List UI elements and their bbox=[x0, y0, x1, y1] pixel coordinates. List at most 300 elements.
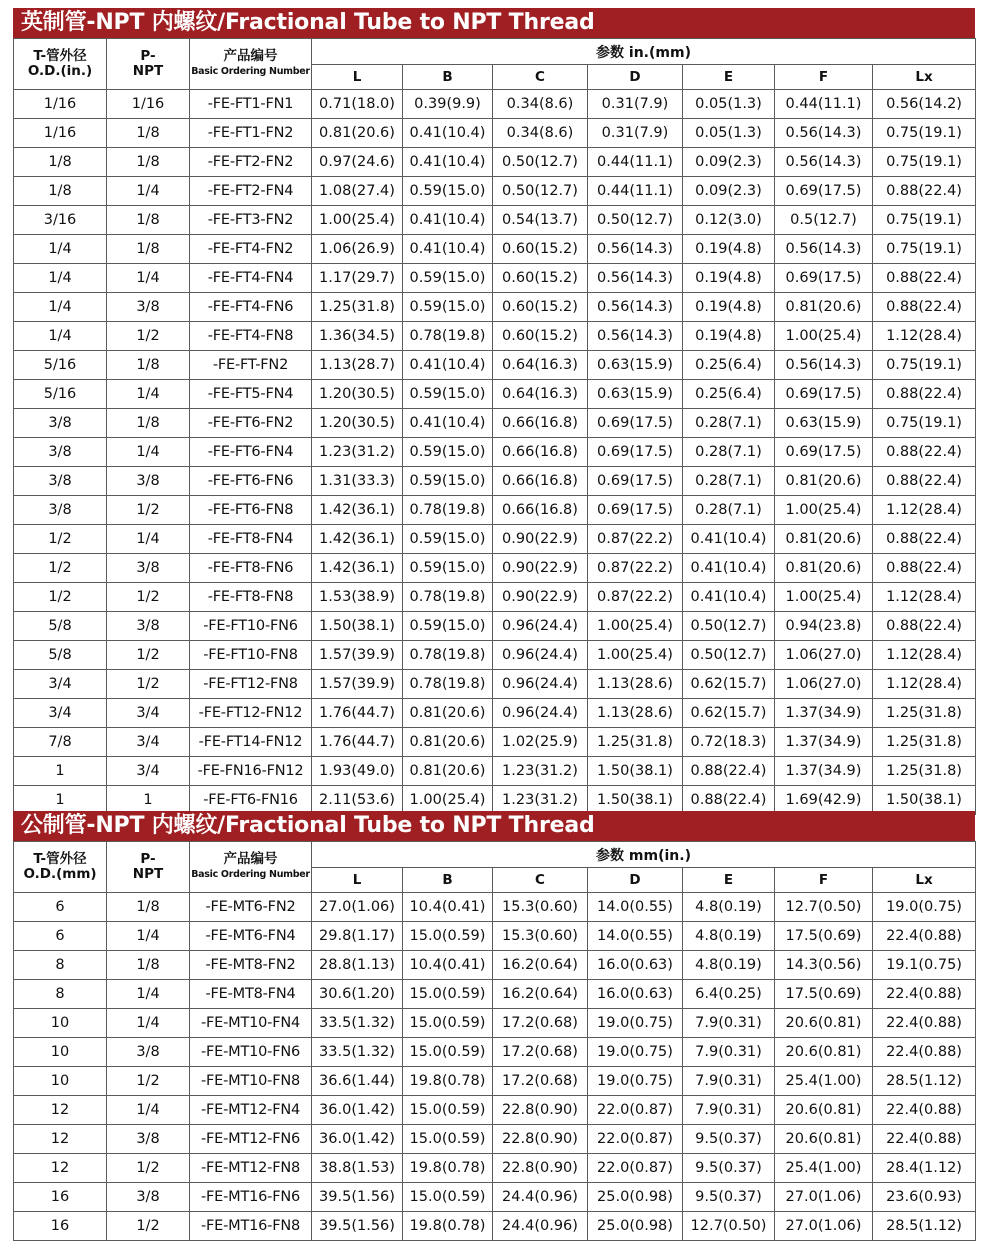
part-number-cell: -FE-FT6-FN2 bbox=[190, 409, 312, 438]
column-header-c: C bbox=[493, 65, 588, 90]
table-cell: 19.1(0.75) bbox=[873, 951, 976, 980]
table-cell: 19.0(0.75) bbox=[588, 1009, 683, 1038]
part-number-cell: -FE-MT8-FN4 bbox=[190, 980, 312, 1009]
table-cell: 0.05(1.3) bbox=[683, 119, 775, 148]
table-cell: 20.6(0.81) bbox=[775, 1009, 873, 1038]
table-row bbox=[14, 1154, 976, 1183]
table-row bbox=[14, 409, 976, 438]
part-number-cell: -FE-FT1-FN2 bbox=[190, 119, 312, 148]
table-cell: 22.8(0.90) bbox=[493, 1154, 588, 1183]
table-cell: 1.06(27.0) bbox=[775, 641, 873, 670]
table-cell: 1.02(25.9) bbox=[493, 728, 588, 757]
part-number-cell: -FE-FT2-FN4 bbox=[190, 177, 312, 206]
table-cell: 6 bbox=[14, 922, 107, 951]
table-cell: 1.50(38.1) bbox=[873, 786, 976, 815]
table-cell: 0.50(12.7) bbox=[493, 177, 588, 206]
table-cell: 39.5(1.56) bbox=[312, 1183, 403, 1212]
table-row bbox=[14, 951, 976, 980]
table-cell: 1/2 bbox=[107, 583, 190, 612]
table-cell: 12 bbox=[14, 1096, 107, 1125]
table-cell: 22.4(0.88) bbox=[873, 1038, 976, 1067]
table-cell: 5/16 bbox=[14, 380, 107, 409]
table-cell: 5/8 bbox=[14, 612, 107, 641]
table-cell: 16.2(0.64) bbox=[493, 951, 588, 980]
table-cell: 0.81(20.6) bbox=[403, 757, 493, 786]
table-cell: 0.41(10.4) bbox=[683, 554, 775, 583]
table-row bbox=[14, 1183, 976, 1212]
part-number-cell: -FE-FT8-FN4 bbox=[190, 525, 312, 554]
table-cell: 1/2 bbox=[107, 670, 190, 699]
table-cell: 1/2 bbox=[107, 1067, 190, 1096]
table-cell: 0.56(14.3) bbox=[588, 264, 683, 293]
table-cell: 0.64(16.3) bbox=[493, 351, 588, 380]
table-cell: 0.28(7.1) bbox=[683, 409, 775, 438]
table-cell: 1.25(31.8) bbox=[873, 699, 976, 728]
table-cell: 0.81(20.6) bbox=[775, 467, 873, 496]
table-cell: 15.3(0.60) bbox=[493, 922, 588, 951]
table-row bbox=[14, 612, 976, 641]
table-cell: 1/4 bbox=[107, 264, 190, 293]
table-cell: 0.19(4.8) bbox=[683, 264, 775, 293]
table-cell: 0.78(19.8) bbox=[403, 583, 493, 612]
table-cell: 0.66(16.8) bbox=[493, 409, 588, 438]
table-row bbox=[14, 1038, 976, 1067]
table-cell: 27.0(1.06) bbox=[775, 1212, 873, 1241]
table-cell: 3/8 bbox=[14, 467, 107, 496]
table-cell: 0.81(20.6) bbox=[312, 119, 403, 148]
table-cell: 25.4(1.00) bbox=[775, 1154, 873, 1183]
table-cell: 3/4 bbox=[107, 757, 190, 786]
table-cell: 0.81(20.6) bbox=[403, 699, 493, 728]
table-cell: 15.0(0.59) bbox=[403, 980, 493, 1009]
table-row bbox=[14, 380, 976, 409]
column-header-f: F bbox=[775, 868, 873, 893]
table-cell: 27.0(1.06) bbox=[775, 1183, 873, 1212]
table-cell: 0.60(15.2) bbox=[493, 235, 588, 264]
table-cell: 0.59(15.0) bbox=[403, 525, 493, 554]
table-cell: 0.78(19.8) bbox=[403, 670, 493, 699]
table-cell: 36.6(1.44) bbox=[312, 1067, 403, 1096]
table-row bbox=[14, 728, 976, 757]
table-cell: 0.75(19.1) bbox=[873, 409, 976, 438]
table-cell: 0.41(10.4) bbox=[683, 525, 775, 554]
table-cell: 0.78(19.8) bbox=[403, 496, 493, 525]
table-cell: 1/2 bbox=[107, 496, 190, 525]
table-cell: 0.81(20.6) bbox=[775, 293, 873, 322]
table-cell: 0.90(22.9) bbox=[493, 525, 588, 554]
table-cell: 1.13(28.6) bbox=[588, 670, 683, 699]
table-cell: 0.81(20.6) bbox=[403, 728, 493, 757]
table-cell: 39.5(1.56) bbox=[312, 1212, 403, 1241]
table-cell: 8 bbox=[14, 980, 107, 1009]
table-cell: 0.66(16.8) bbox=[493, 496, 588, 525]
table-cell: 0.39(9.9) bbox=[403, 90, 493, 119]
table-row bbox=[14, 438, 976, 467]
tube-od-header-line2: O.D.(in.) bbox=[27, 63, 93, 79]
table-cell: 3/4 bbox=[107, 699, 190, 728]
tube-od-header bbox=[14, 842, 107, 893]
table-cell: 29.8(1.17) bbox=[312, 922, 403, 951]
table-cell: 1 bbox=[107, 786, 190, 815]
table-cell: 1/4 bbox=[14, 264, 107, 293]
table-cell: 15.0(0.59) bbox=[403, 922, 493, 951]
table-cell: 17.2(0.68) bbox=[493, 1067, 588, 1096]
section-title-bar: 公制管-NPT 内螺纹/Fractional Tube to NPT Thread bbox=[13, 811, 975, 841]
part-number-cell: -FE-MT8-FN2 bbox=[190, 951, 312, 980]
table-cell: 12 bbox=[14, 1154, 107, 1183]
table-cell: 22.4(0.88) bbox=[873, 1009, 976, 1038]
table-cell: 20.6(0.81) bbox=[775, 1125, 873, 1154]
table-row bbox=[14, 1067, 976, 1096]
table-cell: 36.0(1.42) bbox=[312, 1125, 403, 1154]
npt-header bbox=[107, 39, 190, 90]
table-cell: 15.0(0.59) bbox=[403, 1096, 493, 1125]
table-cell: 0.66(16.8) bbox=[493, 438, 588, 467]
table-cell: 15.0(0.59) bbox=[403, 1183, 493, 1212]
table-cell: 0.94(23.8) bbox=[775, 612, 873, 641]
table-cell: 0.25(6.4) bbox=[683, 351, 775, 380]
table-cell: 0.62(15.7) bbox=[683, 699, 775, 728]
table-cell: 0.34(8.6) bbox=[493, 119, 588, 148]
metric-section bbox=[13, 811, 975, 1241]
table-cell: 1/16 bbox=[14, 119, 107, 148]
table-cell: 1.23(31.2) bbox=[493, 786, 588, 815]
table-cell: 0.97(24.6) bbox=[312, 148, 403, 177]
part-number-cell: -FE-MT6-FN4 bbox=[190, 922, 312, 951]
table-cell: 0.96(24.4) bbox=[493, 699, 588, 728]
table-cell: 10 bbox=[14, 1067, 107, 1096]
table-cell: 0.05(1.3) bbox=[683, 90, 775, 119]
table-cell: 0.28(7.1) bbox=[683, 496, 775, 525]
table-cell: 4.8(0.19) bbox=[683, 951, 775, 980]
table-cell: 1.50(38.1) bbox=[588, 757, 683, 786]
table-cell: 15.0(0.59) bbox=[403, 1125, 493, 1154]
table-cell: 0.50(12.7) bbox=[588, 206, 683, 235]
table-cell: 0.59(15.0) bbox=[403, 293, 493, 322]
part-number-header-line2: Basic Ordering Number bbox=[191, 869, 310, 880]
table-cell: 3/4 bbox=[107, 728, 190, 757]
part-number-cell: -FE-FT4-FN8 bbox=[190, 322, 312, 351]
table-row bbox=[14, 119, 976, 148]
fractional-section bbox=[13, 8, 975, 815]
table-cell: 22.8(0.90) bbox=[493, 1125, 588, 1154]
params-group-header: 参数 mm(in.) bbox=[312, 842, 976, 868]
table-cell: 1/2 bbox=[107, 641, 190, 670]
table-cell: 28.5(1.12) bbox=[873, 1212, 976, 1241]
tube-od-header bbox=[14, 39, 107, 90]
table-cell: 0.59(15.0) bbox=[403, 380, 493, 409]
table-cell: 1/8 bbox=[107, 409, 190, 438]
table-cell: 0.96(24.4) bbox=[493, 641, 588, 670]
table-cell: 19.8(0.78) bbox=[403, 1154, 493, 1183]
part-number-cell: -FE-FT5-FN4 bbox=[190, 380, 312, 409]
table-cell: 22.0(0.87) bbox=[588, 1154, 683, 1183]
table-cell: 0.88(22.4) bbox=[683, 786, 775, 815]
npt-header-line1: P- bbox=[140, 851, 156, 867]
table-cell: 20.6(0.81) bbox=[775, 1096, 873, 1125]
table-cell: 33.5(1.32) bbox=[312, 1038, 403, 1067]
table-cell: 1 bbox=[14, 786, 107, 815]
table-cell: 0.50(12.7) bbox=[493, 148, 588, 177]
table-row bbox=[14, 893, 976, 922]
table-cell: 0.87(22.2) bbox=[588, 554, 683, 583]
table-cell: 0.75(19.1) bbox=[873, 206, 976, 235]
table-cell: 38.8(1.53) bbox=[312, 1154, 403, 1183]
table-cell: 0.09(2.3) bbox=[683, 177, 775, 206]
table-cell: 6.4(0.25) bbox=[683, 980, 775, 1009]
table-cell: 23.6(0.93) bbox=[873, 1183, 976, 1212]
table-cell: 19.0(0.75) bbox=[588, 1038, 683, 1067]
tube-od-header-line1: T-管外径 bbox=[33, 851, 87, 867]
column-header-l: L bbox=[312, 868, 403, 893]
column-header-d: D bbox=[588, 868, 683, 893]
table-row bbox=[14, 293, 976, 322]
spec-table bbox=[13, 841, 976, 1241]
table-cell: 1.23(31.2) bbox=[312, 438, 403, 467]
table-cell: 33.5(1.32) bbox=[312, 1009, 403, 1038]
table-cell: 1.69(42.9) bbox=[775, 786, 873, 815]
table-row bbox=[14, 148, 976, 177]
table-cell: 1.31(33.3) bbox=[312, 467, 403, 496]
table-cell: 0.88(22.4) bbox=[683, 757, 775, 786]
table-cell: 14.3(0.56) bbox=[775, 951, 873, 980]
table-cell: 9.5(0.37) bbox=[683, 1125, 775, 1154]
table-row bbox=[14, 496, 976, 525]
table-cell: 1.00(25.4) bbox=[588, 612, 683, 641]
part-number-cell: -FE-FT-FN2 bbox=[190, 351, 312, 380]
column-header-c: C bbox=[493, 868, 588, 893]
column-header-lx: Lx bbox=[873, 65, 976, 90]
part-number-cell: -FE-MT12-FN4 bbox=[190, 1096, 312, 1125]
table-cell: 1/2 bbox=[14, 554, 107, 583]
table-cell: 0.59(15.0) bbox=[403, 177, 493, 206]
table-row bbox=[14, 980, 976, 1009]
table-cell: 1.00(25.4) bbox=[588, 641, 683, 670]
table-cell: 0.81(20.6) bbox=[775, 554, 873, 583]
column-header-b: B bbox=[403, 868, 493, 893]
table-cell: 24.4(0.96) bbox=[493, 1183, 588, 1212]
table-cell: 1/4 bbox=[107, 1096, 190, 1125]
table-cell: 0.19(4.8) bbox=[683, 322, 775, 351]
table-cell: 1/8 bbox=[107, 148, 190, 177]
table-cell: 0.75(19.1) bbox=[873, 235, 976, 264]
table-cell: 16 bbox=[14, 1183, 107, 1212]
part-number-cell: -FE-FT10-FN8 bbox=[190, 641, 312, 670]
table-cell: 19.0(0.75) bbox=[588, 1067, 683, 1096]
part-number-cell: -FE-FT6-FN16 bbox=[190, 786, 312, 815]
table-row bbox=[14, 670, 976, 699]
table-body bbox=[14, 90, 976, 815]
table-cell: 0.41(10.4) bbox=[403, 206, 493, 235]
part-number-cell: -FE-FT10-FN6 bbox=[190, 612, 312, 641]
table-cell: 0.60(15.2) bbox=[493, 293, 588, 322]
part-number-cell: -FE-FN16-FN12 bbox=[190, 757, 312, 786]
table-row bbox=[14, 525, 976, 554]
table-cell: 0.41(10.4) bbox=[683, 583, 775, 612]
table-cell: 1.37(34.9) bbox=[775, 728, 873, 757]
table-cell: 1/8 bbox=[107, 206, 190, 235]
table-cell: 0.88(22.4) bbox=[873, 380, 976, 409]
table-cell: 0.88(22.4) bbox=[873, 612, 976, 641]
table-cell: 1.06(26.9) bbox=[312, 235, 403, 264]
column-header-e: E bbox=[683, 65, 775, 90]
table-cell: 0.69(17.5) bbox=[588, 409, 683, 438]
npt-header bbox=[107, 842, 190, 893]
table-cell: 3/8 bbox=[107, 467, 190, 496]
table-cell: 28.4(1.12) bbox=[873, 1154, 976, 1183]
table-cell: 15.0(0.59) bbox=[403, 1038, 493, 1067]
table-cell: 1/4 bbox=[107, 1009, 190, 1038]
table-cell: 22.4(0.88) bbox=[873, 1096, 976, 1125]
part-number-cell: -FE-FT3-FN2 bbox=[190, 206, 312, 235]
table-cell: 24.4(0.96) bbox=[493, 1212, 588, 1241]
table-cell: 8 bbox=[14, 951, 107, 980]
table-cell: 0.69(17.5) bbox=[588, 467, 683, 496]
table-cell: 1/8 bbox=[107, 951, 190, 980]
table-cell: 0.44(11.1) bbox=[775, 90, 873, 119]
table-cell: 7.9(0.31) bbox=[683, 1038, 775, 1067]
table-cell: 1.42(36.1) bbox=[312, 496, 403, 525]
table-cell: 5/16 bbox=[14, 351, 107, 380]
part-number-header-line1: 产品编号 bbox=[223, 851, 278, 867]
table-cell: 7.9(0.31) bbox=[683, 1009, 775, 1038]
table-cell: 1/2 bbox=[107, 1212, 190, 1241]
table-cell: 0.75(19.1) bbox=[873, 351, 976, 380]
part-number-cell: -FE-FT6-FN4 bbox=[190, 438, 312, 467]
table-cell: 28.8(1.13) bbox=[312, 951, 403, 980]
column-header-lx: Lx bbox=[873, 868, 976, 893]
table-cell: 4.8(0.19) bbox=[683, 922, 775, 951]
table-cell: 0.90(22.9) bbox=[493, 554, 588, 583]
table-cell: 0.64(16.3) bbox=[493, 380, 588, 409]
part-number-cell: -FE-FT8-FN6 bbox=[190, 554, 312, 583]
table-row bbox=[14, 583, 976, 612]
column-header-f: F bbox=[775, 65, 873, 90]
part-number-cell: -FE-MT10-FN6 bbox=[190, 1038, 312, 1067]
table-cell: 1.00(25.4) bbox=[312, 206, 403, 235]
table-cell: 0.50(12.7) bbox=[683, 641, 775, 670]
table-cell: 0.88(22.4) bbox=[873, 467, 976, 496]
part-number-header-line1: 产品编号 bbox=[223, 48, 278, 64]
table-cell: 1/16 bbox=[14, 90, 107, 119]
table-cell: 0.72(18.3) bbox=[683, 728, 775, 757]
table-row bbox=[14, 699, 976, 728]
table-cell: 3/8 bbox=[107, 1038, 190, 1067]
table-cell: 1/4 bbox=[14, 293, 107, 322]
part-number-cell: -FE-FT12-FN8 bbox=[190, 670, 312, 699]
table-row bbox=[14, 264, 976, 293]
table-cell: 0.59(15.0) bbox=[403, 554, 493, 583]
section-title-bar: 英制管-NPT 内螺纹/Fractional Tube to NPT Thread bbox=[13, 8, 975, 38]
table-cell: 0.71(18.0) bbox=[312, 90, 403, 119]
table-cell: 15.3(0.60) bbox=[493, 893, 588, 922]
table-cell: 0.59(15.0) bbox=[403, 438, 493, 467]
table-cell: 3/8 bbox=[107, 1183, 190, 1212]
table-cell: 7/8 bbox=[14, 728, 107, 757]
table-cell: 1.12(28.4) bbox=[873, 670, 976, 699]
table-cell: 5/8 bbox=[14, 641, 107, 670]
table-cell: 1.53(38.9) bbox=[312, 583, 403, 612]
table-cell: 0.63(15.9) bbox=[588, 380, 683, 409]
table-cell: 0.69(17.5) bbox=[775, 177, 873, 206]
table-cell: 27.0(1.06) bbox=[312, 893, 403, 922]
table-row bbox=[14, 1125, 976, 1154]
table-cell: 0.88(22.4) bbox=[873, 177, 976, 206]
table-cell: 19.8(0.78) bbox=[403, 1067, 493, 1096]
table-cell: 1/2 bbox=[107, 322, 190, 351]
table-cell: 0.75(19.1) bbox=[873, 148, 976, 177]
table-cell: 0.88(22.4) bbox=[873, 264, 976, 293]
table-cell: 0.56(14.3) bbox=[775, 119, 873, 148]
table-cell: 1/8 bbox=[14, 177, 107, 206]
table-cell: 14.0(0.55) bbox=[588, 922, 683, 951]
table-cell: 3/16 bbox=[14, 206, 107, 235]
part-number-cell: -FE-MT16-FN8 bbox=[190, 1212, 312, 1241]
table-cell: 1/2 bbox=[107, 1154, 190, 1183]
table-cell: 0.12(3.0) bbox=[683, 206, 775, 235]
table-cell: 25.4(1.00) bbox=[775, 1067, 873, 1096]
npt-header-line2: NPT bbox=[132, 63, 164, 79]
table-cell: 14.0(0.55) bbox=[588, 893, 683, 922]
part-number-cell: -FE-FT4-FN4 bbox=[190, 264, 312, 293]
table-cell: 0.56(14.3) bbox=[775, 235, 873, 264]
table-cell: 3/8 bbox=[107, 554, 190, 583]
table-cell: 0.59(15.0) bbox=[403, 612, 493, 641]
table-cell: 0.5(12.7) bbox=[775, 206, 873, 235]
table-cell: 22.8(0.90) bbox=[493, 1096, 588, 1125]
table-cell: 0.41(10.4) bbox=[403, 235, 493, 264]
table-cell: 1.13(28.7) bbox=[312, 351, 403, 380]
table-cell: 0.41(10.4) bbox=[403, 409, 493, 438]
table-cell: 7.9(0.31) bbox=[683, 1096, 775, 1125]
params-group-header: 参数 in.(mm) bbox=[312, 39, 976, 65]
table-cell: 0.25(6.4) bbox=[683, 380, 775, 409]
table-cell: 2.11(53.6) bbox=[312, 786, 403, 815]
table-cell: 1.37(34.9) bbox=[775, 757, 873, 786]
table-cell: 0.90(22.9) bbox=[493, 583, 588, 612]
table-cell: 16.0(0.63) bbox=[588, 980, 683, 1009]
table-cell: 0.19(4.8) bbox=[683, 293, 775, 322]
table-cell: 0.69(17.5) bbox=[588, 496, 683, 525]
table-row bbox=[14, 90, 976, 119]
table-cell: 1/2 bbox=[14, 525, 107, 554]
part-number-header-line2: Basic Ordering Number bbox=[191, 66, 310, 77]
table-cell: 3/8 bbox=[14, 496, 107, 525]
table-cell: 0.78(19.8) bbox=[403, 322, 493, 351]
table-cell: 3/8 bbox=[107, 612, 190, 641]
table-cell: 1/8 bbox=[107, 235, 190, 264]
table-cell: 1.00(25.4) bbox=[775, 496, 873, 525]
table-cell: 28.5(1.12) bbox=[873, 1067, 976, 1096]
table-cell: 1/4 bbox=[107, 438, 190, 467]
table-cell: 0.41(10.4) bbox=[403, 351, 493, 380]
table-cell: 1.25(31.8) bbox=[873, 757, 976, 786]
table-row bbox=[14, 177, 976, 206]
table-cell: 3/4 bbox=[14, 699, 107, 728]
part-number-cell: -FE-MT16-FN6 bbox=[190, 1183, 312, 1212]
table-cell: 0.75(19.1) bbox=[873, 119, 976, 148]
part-number-cell: -FE-FT4-FN2 bbox=[190, 235, 312, 264]
table-cell: 1.13(28.6) bbox=[588, 699, 683, 728]
table-cell: 0.31(7.9) bbox=[588, 90, 683, 119]
table-cell: 0.60(15.2) bbox=[493, 322, 588, 351]
table-cell: 10.4(0.41) bbox=[403, 951, 493, 980]
table-cell: 22.0(0.87) bbox=[588, 1096, 683, 1125]
table-cell: 22.4(0.88) bbox=[873, 980, 976, 1009]
table-body bbox=[14, 893, 976, 1241]
table-cell: 0.78(19.8) bbox=[403, 641, 493, 670]
table-cell: 1.20(30.5) bbox=[312, 409, 403, 438]
